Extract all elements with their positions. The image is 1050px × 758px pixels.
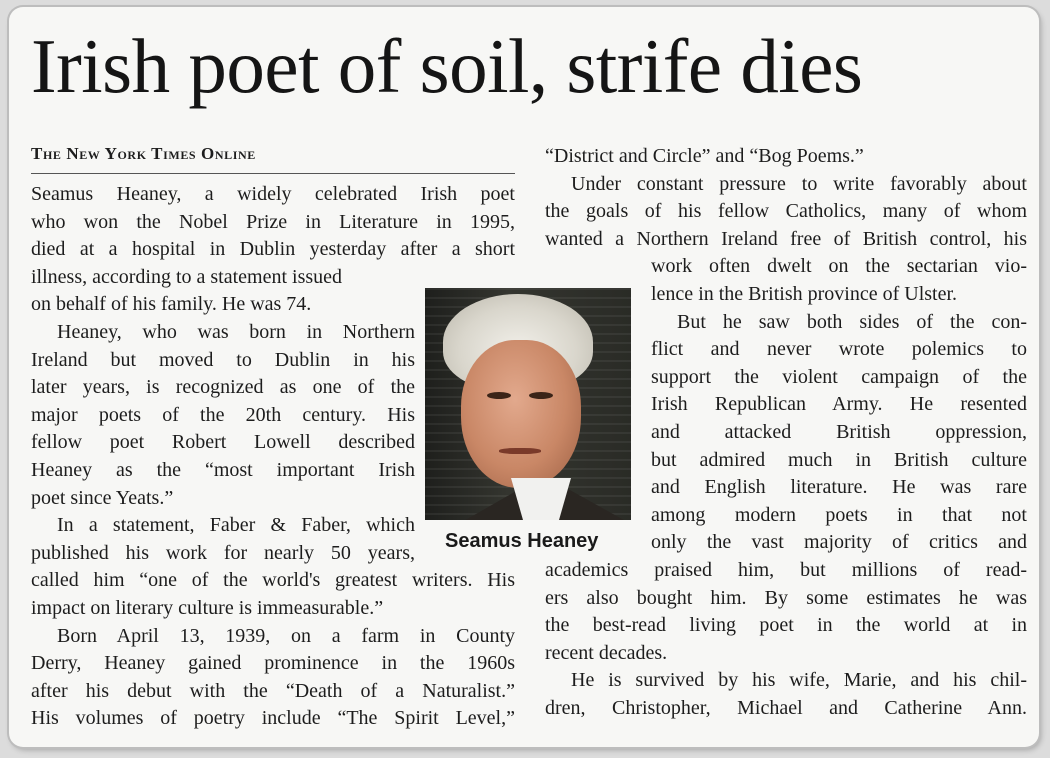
left-column-lower (31, 567, 515, 733)
text-line: recent decades. (545, 641, 668, 664)
text-line: after his debut with the “Death of a Naturalist.” (31, 679, 515, 702)
text-line: dren, Christopher, Michael and Catherine Ann. (545, 696, 1027, 719)
text-line: and attacked British oppression, (651, 420, 1027, 443)
text-line: major poets of the 20th century. His (31, 403, 415, 426)
portrait-eye-right (529, 392, 553, 399)
right-column-narrow (651, 253, 1027, 557)
source-byline: The New York Times Online (31, 144, 256, 163)
left-column-narrow (31, 264, 415, 568)
text-line: among modern poets in that not (651, 503, 1027, 526)
text-line: fellow poet Robert Lowell described (31, 431, 415, 454)
headline: Irish poet of soil, strife dies (31, 23, 863, 109)
text-line: He is survived by his wife, Marie, and his chil- (571, 669, 1027, 692)
text-line: who won the Nobel Prize in Literature in 1995, (31, 210, 515, 233)
text-line: but admired much in British culture (651, 448, 1027, 471)
text-line: later years, is recognized as one of the (31, 376, 415, 399)
text-line: His volumes of poetry include “The Spirit Level,” (31, 707, 515, 730)
text-line: the best-read living poet in the world at in (545, 614, 1027, 637)
portrait-photo (425, 288, 631, 520)
text-line: illness, according to a statement issued (31, 265, 343, 288)
text-line: But he saw both sides of the con- (677, 310, 1027, 333)
text-line: “District and Circle” and “Bog Poems.” (545, 145, 864, 167)
right-column-top (545, 143, 1027, 253)
text-line: published his work for nearly 50 years, (31, 541, 415, 564)
text-line: work often dwelt on the sectarian vio- (651, 255, 1027, 278)
text-line: In a statement, Faber & Faber, which (57, 514, 415, 537)
text-line: Irish Republican Army. He resented (651, 393, 1027, 416)
portrait-mouth (499, 448, 541, 454)
text-line: the goals of his fellow Catholics, many of whom (545, 200, 1027, 223)
text-line: Ireland but moved to Dublin in his (31, 348, 415, 371)
text-line: poet since Yeats.” (31, 486, 174, 509)
text-line: and English literature. He was rare (651, 476, 1027, 499)
text-line: lence in the British province of Ulster. (651, 282, 958, 305)
left-column-full (31, 181, 515, 264)
text-line: impact on literary culture is immeasurable.” (31, 596, 384, 619)
newspaper-clipping (9, 7, 1039, 747)
text-line: Derry, Heaney gained prominence in the 1960s (31, 652, 515, 675)
text-line: on behalf of his family. He was 74. (31, 293, 312, 316)
text-line: died at a hospital in Dublin yesterday after a short (31, 238, 515, 261)
text-line: Heaney, who was born in Northern (57, 320, 415, 343)
right-column-bottom (545, 557, 1027, 723)
text-line: called him “one of the world's greatest writers. His (31, 569, 515, 592)
text-line: flict and never wrote polemics to (651, 338, 1027, 361)
text-line: Born April 13, 1939, on a farm in County (57, 624, 515, 647)
text-line: wanted a Northern Ireland free of British control, his (545, 227, 1027, 250)
portrait-face (461, 340, 581, 488)
text-line: only the vast majority of critics and (651, 531, 1027, 554)
text-line: Seamus Heaney, a widely celebrated Irish poet (31, 183, 515, 205)
text-line: ers also bought him. By some estimates he was (545, 586, 1027, 609)
text-line: Under constant pressure to write favorably about (571, 172, 1027, 195)
photo-caption: Seamus Heaney (445, 530, 599, 552)
text-line: support the violent campaign of the (651, 365, 1027, 388)
portrait-eye-left (487, 392, 511, 399)
byline-rule (31, 173, 515, 174)
text-line: Heaney as the “most important Irish (31, 458, 415, 481)
text-line: academics praised him, but millions of read- (545, 559, 1027, 581)
